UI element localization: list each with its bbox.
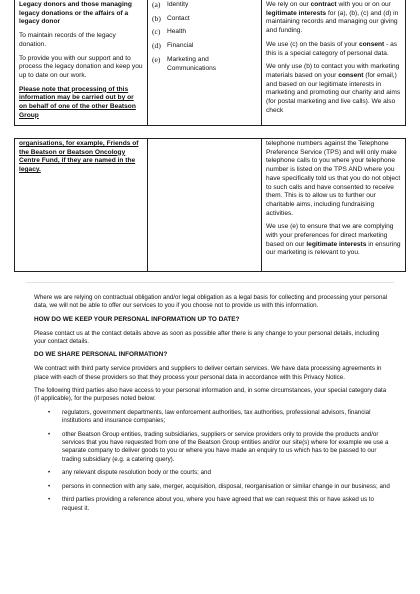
body-text	[34, 294, 392, 518]
third-party-list	[34, 409, 392, 513]
list-item: • regulators, government departments, law enforcement authorities, tax authorities, professional advisors, financial institutions and insurance companies;	[48, 408, 371, 425]
list-item: • other Beatson Group entities, trading subsidiaries, suppliers or service providers only to provide the products and/or services that you have requested from one of the Beatson Group entities and/or our site(s) where for example we use a separate company to deliver goods to you or where you have made an enquiry to us which has to be passed to our trading subsidiary (e.g. a catering query).	[48, 430, 389, 463]
purpose-text: To provide you with our support and to process the legacy donation and keep you up to date on our work.	[19, 54, 143, 79]
bullet: •	[48, 496, 51, 504]
purpose-cell	[15, 139, 148, 271]
category-letter: (e)	[152, 54, 161, 64]
paragraph: Please contact us at the contact details above as soon as possible after there is any change to your personal details, including your contact details.	[34, 329, 380, 345]
paragraph: The following third parties also have access to your personal information and, in some circumstances, your special category data (if applicable), for the purposes noted below:	[34, 386, 387, 403]
category-letter: (c)	[152, 27, 161, 37]
bullet: •	[48, 408, 51, 416]
legal-basis-cell	[262, 139, 406, 271]
category-name: Marketing and Communications	[167, 55, 217, 72]
legal-basis-text: We rely on our contract with you or on our legitimate interests for (a), (b), (c) and (d) in maintaining records and managing our giving and funding.	[266, 1, 399, 35]
category-item	[152, 56, 257, 73]
category-item	[152, 28, 257, 37]
category-letter: (d)	[152, 41, 161, 51]
list-item: • persons in connection with any sale, merger, acquisition, disposal, reorganisation or similar change in our business; and	[48, 482, 390, 490]
category-item	[152, 1, 257, 10]
category-item	[152, 42, 257, 51]
list-item: • third parties providing a reference about you, where you have agreed that we can request this or have asked us to request it.	[48, 496, 374, 512]
purpose-note: Please note that processing of this information may be carried out by or on behalf of one of the other Beatson Group	[19, 85, 136, 119]
category-letter: (a)	[152, 0, 161, 9]
intro-paragraph: Where we are relying on contractual obligation and/or legal obligation as a legal basis for collecting and processing your personal data, we will not be able to offer our services to you if you choose not to provide us with this information.	[34, 294, 388, 310]
purpose-note: organisations, for example, Friends of the Beatson or Beatson Oncology Centre Fund, if they are named in the legacy.	[19, 140, 139, 174]
category-name: Identity	[167, 1, 189, 8]
category-item	[152, 15, 257, 24]
legal-basis-text: We use (e) to ensure that we are complying with your preferences for direct marketing based on our legitimate interests in ensuring our marketing is relevant to you.	[266, 223, 401, 257]
category-name: Health	[167, 28, 187, 36]
data-categories-cell	[148, 0, 262, 125]
list-item: • any relevant dispute resolution body or the courts; and	[48, 469, 211, 477]
purpose-text: To maintain records of the legacy donation.	[19, 32, 116, 48]
data-table-part-1	[14, 0, 406, 126]
legal-basis-cell	[262, 0, 406, 125]
bullet: •	[48, 469, 51, 477]
purpose-heading: Legacy donors and those managing legacy donations or the affairs of a legacy donor	[19, 1, 132, 26]
legal-basis-text: We only use (b) to contact you with marketing materials based on your consent (for email,) and based on our legitimate interests in marketing and promoting our charity and aims (for postal marketing and live calls). We also check	[266, 63, 401, 114]
data-table-part-2	[14, 138, 406, 272]
divider	[26, 282, 394, 283]
legal-basis-text: telephone numbers against the Telephone Preference Service (TPS) and will only make telephone calls to you where your telephone number is listed on the TPS AND where you have specifically told us that you do not object to such calls and have consented to receive them. This is to allow us to further our charitable aims, including fundraising activities.	[266, 140, 401, 217]
legal-basis-text: We use (c) on the basis of your consent - as this is a special category of personal data.	[266, 40, 398, 57]
bullet: •	[48, 482, 51, 490]
paragraph: We contract with third party service providers and suppliers to deliver certain services. We have data processing agreements in place with each of these providers so that they process your personal data in accordance with this Privacy Notice.	[34, 365, 382, 381]
purpose-cell	[15, 0, 148, 125]
category-name: Financial	[167, 42, 194, 50]
data-categories-cell	[148, 139, 262, 271]
category-letter: (b)	[152, 13, 161, 23]
category-name: Contact	[167, 14, 190, 22]
section-heading: HOW DO WE KEEP YOUR PERSONAL INFORMATION UP TO DATE?	[34, 315, 240, 323]
section-heading: DO WE SHARE PERSONAL INFORMATION?	[34, 351, 168, 359]
bullet: •	[48, 430, 51, 438]
